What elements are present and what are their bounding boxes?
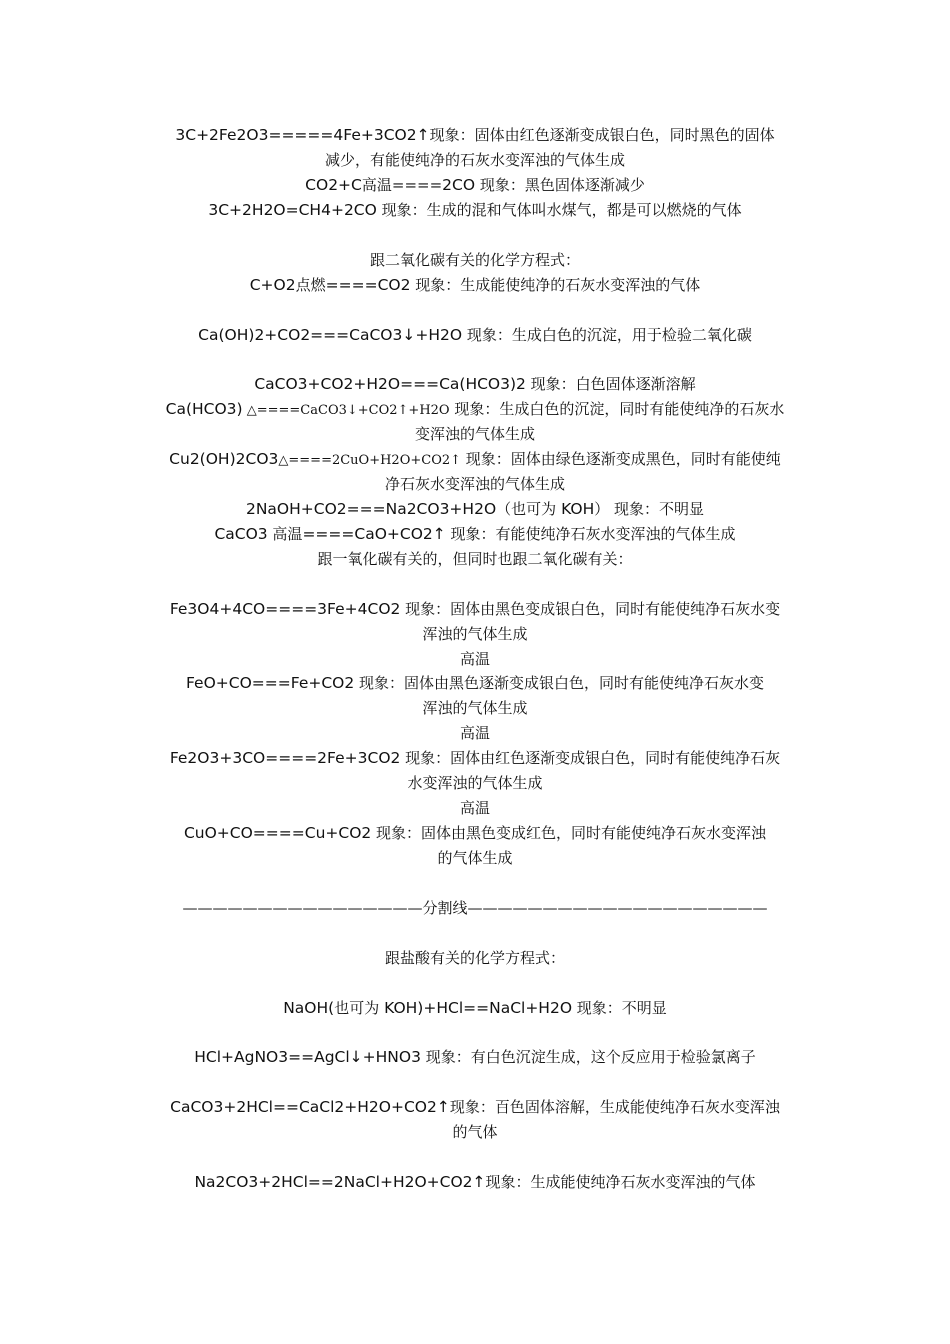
- equation-line: 净石灰水变浑浊的气体生成: [384, 475, 565, 493]
- equation-line: CaCO3+2HCl==CaCl2+H2O+CO2↑现象：百色固体溶解，生成能使纯净石灰水变浑浊: [170, 1098, 780, 1116]
- equation-line: 水变浑浊的气体生成: [407, 774, 543, 792]
- equation-line: 的气体: [452, 1123, 498, 1141]
- equation-line: CaCO3+CO2+H2O===Ca(HCO3)2 现象：白色固体逐渐溶解: [254, 375, 696, 393]
- equation-line: CO2+C高温====2CO 现象：黑色固体逐渐减少: [305, 176, 645, 194]
- section-heading: 跟二氧化碳有关的化学方程式：: [369, 251, 580, 269]
- equation-line: 3C+2Fe2O3=====4Fe+3CO2↑现象：固体由红色逐渐变成银白色，同时黑色的固体: [175, 126, 775, 144]
- equation-line: HCl+AgNO3==AgCl↓+HNO3 现象：有白色沉淀生成，这个反应用于检验氯离子: [194, 1048, 756, 1066]
- equation-line: NaOH(也可为 KOH)+HCl==NaCl+H2O 现象：不明显: [283, 999, 667, 1017]
- equation-line: 的气体生成: [437, 849, 513, 867]
- equation-line: 减少，有能使纯净的石灰水变浑浊的气体生成: [324, 151, 625, 169]
- equation-line: CaCO3 高温====CaO+CO2↑ 现象：有能使纯净石灰水变浑浊的气体生成: [214, 525, 736, 543]
- equation-line: 3C+2H2O=CH4+2CO 现象：生成的混和气体叫水煤气，都是可以燃烧的气体: [208, 201, 742, 219]
- equation-line: 2NaOH+CO2===Na2CO3+H2O（也可为 KOH） 现象：不明显: [245, 500, 705, 518]
- condition-label: 高温: [459, 724, 490, 742]
- equation-line: Na2CO3+2HCl==2NaCl+H2O+CO2↑现象：生成能使纯净石灰水变浑浊的气体: [194, 1173, 756, 1191]
- equation-line: Fe2O3+3CO====2Fe+3CO2 现象：固体由红色逐渐变成银白色，同时有能使纯净石灰: [169, 749, 781, 767]
- equation-line: Ca(OH)2+CO2===CaCO3↓+H2O 现象：生成白色的沉淀，用于检验二氧化碳: [198, 326, 752, 344]
- equation-line: 浑浊的气体生成: [422, 625, 528, 643]
- section-heading: 跟一氧化碳有关的，但同时也跟二氧化碳有关：: [317, 550, 633, 568]
- equation-line: Cu2(OH)2CO3△====2CuO+H2O+CO2↑ 现象：固体由绿色逐渐变成黑色，同时有能使纯: [169, 450, 781, 468]
- section-heading: 跟盐酸有关的化学方程式：: [384, 949, 565, 967]
- equation-line: Ca(HCO3) △====CaCO3↓+CO2↑+H2O 现象：生成白色的沉淀，同时有能使纯净的石灰水: [165, 400, 785, 418]
- equation-line: C+O2点燃====CO2 现象：生成能使纯净的石灰水变浑浊的气体: [249, 276, 701, 294]
- equation-line: 变浑浊的气体生成: [414, 425, 535, 443]
- equation-line: Fe3O4+4CO====3Fe+4CO2 现象：固体由黑色变成银白色，同时有能使纯净石灰水变: [169, 600, 781, 618]
- condition-label: 高温: [459, 650, 490, 668]
- equation-line: CuO+CO====Cu+CO2 现象：固体由黑色变成红色，同时有能使纯净石灰水变浑浊: [183, 824, 767, 842]
- condition-label: 高温: [459, 799, 490, 817]
- divider-line: ————————————————分割线————————————————————: [182, 899, 768, 917]
- equation-line: 浑浊的气体生成: [422, 699, 528, 717]
- equation-line: FeO+CO===Fe+CO2 现象：固体由黑色逐渐变成银白色，同时有能使纯净石灰水变: [185, 674, 765, 692]
